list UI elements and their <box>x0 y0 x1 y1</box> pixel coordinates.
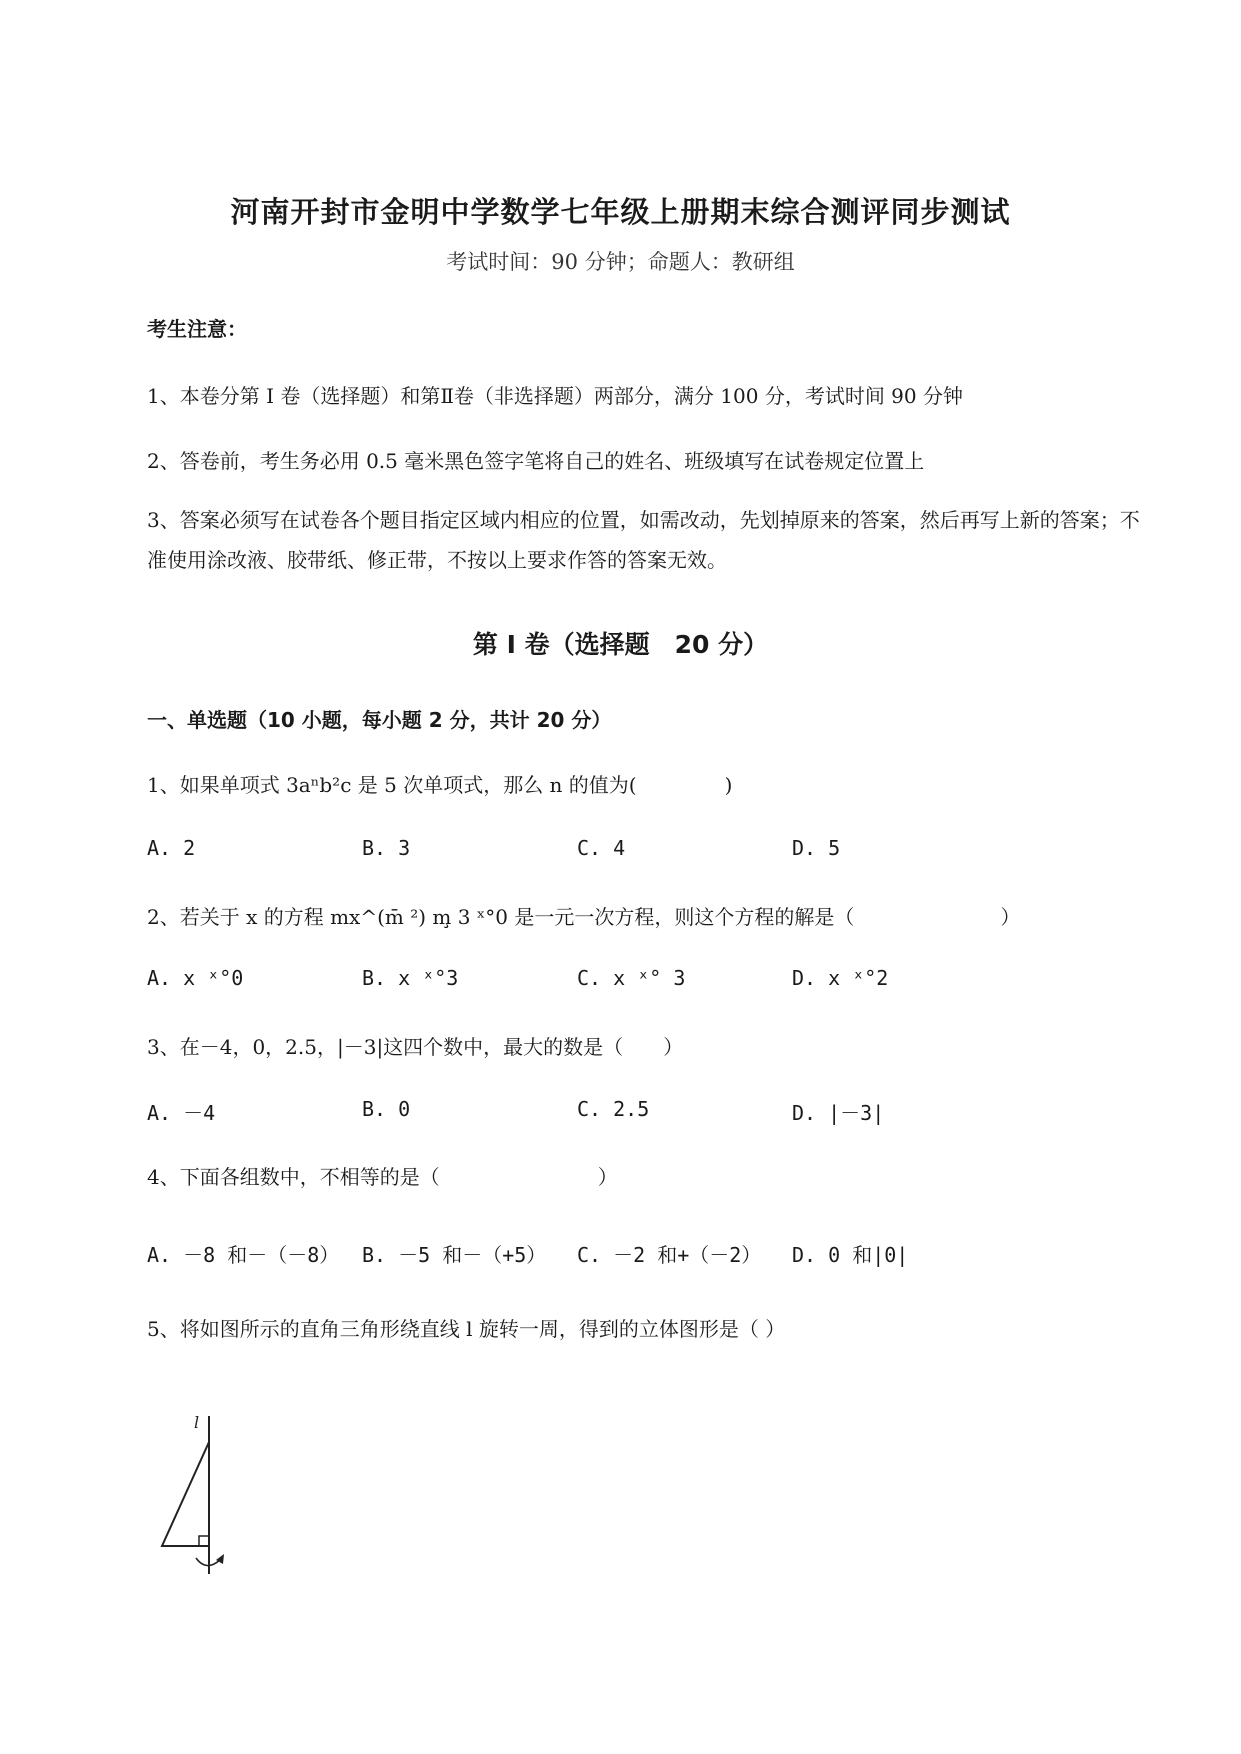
q3-option-b[interactable]: B. 0 <box>362 1097 411 1121</box>
question-close-paren: ） <box>1000 905 1021 929</box>
exam-subtitle: 考试时间：90 分钟；命题人：教研组 <box>446 250 795 274</box>
notice-item-2: 2、答卷前，考生务必用 0.5 毫米黑色签字笔将自己的姓名、班级填写在试卷规定位置上 <box>147 449 925 473</box>
q2-option-a[interactable]: A. x ˣ°0 <box>147 966 244 990</box>
q3-option-d[interactable]: D. |－3| <box>792 1101 885 1125</box>
question-stem: 1、如果单项式 3aⁿb²c 是 5 次单项式，那么 n 的值为( <box>147 773 637 797</box>
q2-option-d[interactable]: D. x ˣ°2 <box>792 966 889 990</box>
question-4 <box>147 1161 618 1190</box>
triangle-figure <box>158 1408 248 1582</box>
q3-option-a[interactable]: A. －4 <box>147 1101 216 1125</box>
q4-option-a[interactable]: A. －8 和－（－8） <box>147 1243 340 1267</box>
question-close-paren: ) <box>724 773 733 797</box>
question-stem: 3、在－4，0，2.5，|－3|这四个数中，最大的数是（ <box>147 1035 624 1059</box>
axis-label-l: l <box>194 1413 200 1432</box>
question-close-paren: ） <box>663 1035 684 1059</box>
q1-option-b[interactable]: B. 3 <box>362 836 411 860</box>
notice-item-1: 1、本卷分第 I 卷（选择题）和第Ⅱ卷（非选择题）两部分，满分 100 分，考试时间 90 分钟 <box>147 384 963 408</box>
q1-option-d[interactable]: D. 5 <box>792 836 841 860</box>
question-stem: 4、下面各组数中，不相等的是（ <box>147 1165 440 1189</box>
question-3 <box>147 1031 683 1060</box>
q4-option-c[interactable]: C. －2 和+（－2） <box>577 1243 762 1267</box>
q3-option-c[interactable]: C. 2.5 <box>577 1097 650 1121</box>
notice-item-3: 3、答案必须写在试卷各个题目指定区域内相应的位置，如需改动，先划掉原来的答案，然后再写上新的答案；不准使用涂改液、胶带纸、修正带，不按以上要求作答的答案无效。 <box>147 508 1140 572</box>
question-stem: 5、将如图所示的直角三角形绕直线 l 旋转一周，得到的立体图形是（ ） <box>147 1317 786 1341</box>
q4-option-b[interactable]: B. －5 和－（+5） <box>362 1243 547 1267</box>
q1-option-a[interactable]: A. 2 <box>147 836 196 860</box>
q4-option-d[interactable]: D. 0 和|0| <box>792 1243 909 1267</box>
question-1 <box>147 769 732 798</box>
notice-heading: 考生注意： <box>147 317 247 341</box>
question-stem: 2、若关于 x 的方程 mx^(m̄ ²) m̧ 3 ˣ°0 是一元一次方程，则这个方程的解是（ <box>147 905 855 929</box>
q2-option-b[interactable]: B. x ˣ°3 <box>362 966 459 990</box>
q1-option-c[interactable]: C. 4 <box>577 836 626 860</box>
q2-option-c[interactable]: C. x ˣ° 3 <box>577 966 686 990</box>
section-title: 第 I 卷（选择题 20 分） <box>472 630 769 659</box>
question-2 <box>147 901 1020 930</box>
exam-title: 河南开封市金明中学数学七年级上册期末综合测评同步测试 <box>230 195 1011 229</box>
question-5 <box>147 1313 785 1342</box>
question-close-paren: ） <box>597 1165 618 1189</box>
part-heading: 一、单选题（10 小题，每小题 2 分，共计 20 分） <box>147 708 612 732</box>
